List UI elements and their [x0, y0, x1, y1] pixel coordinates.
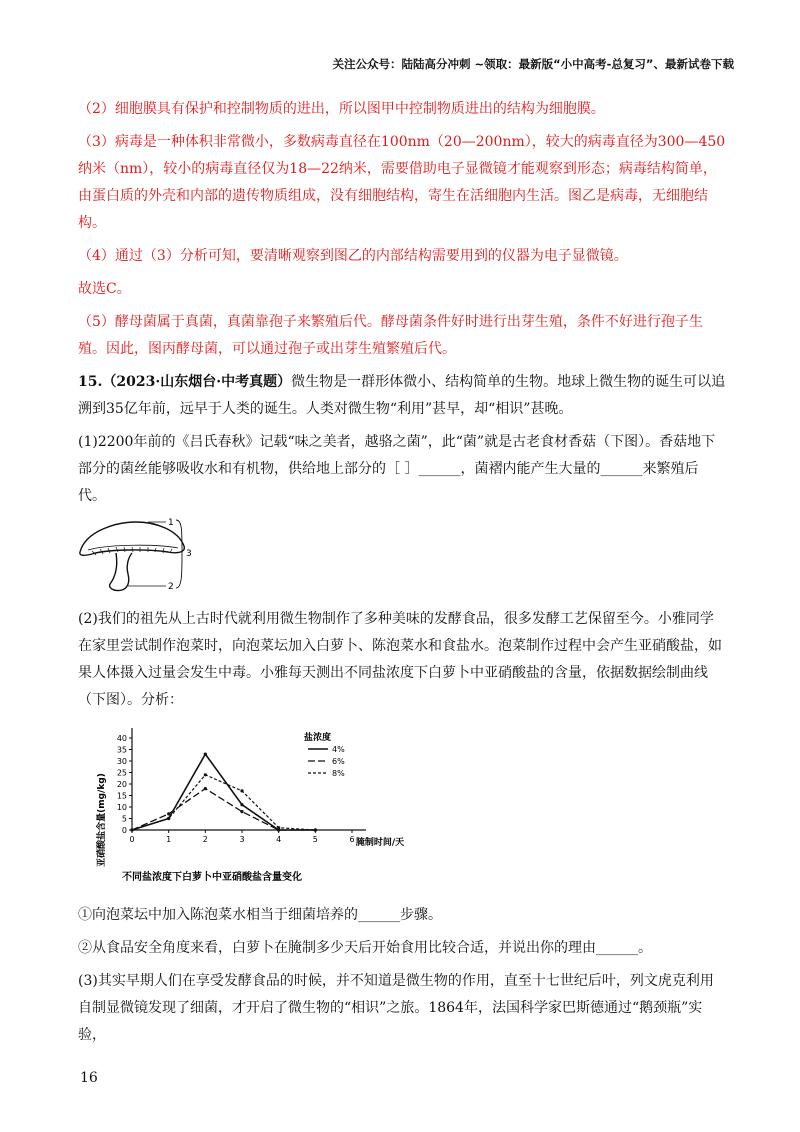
chart-point: [240, 810, 243, 813]
question-15-sub-2: ②从食品安全角度来看，白萝卜在腌制多少天后开始食用比较合适，并说出你的理由______。: [78, 940, 652, 956]
chart-y-axis-label: 亚硝酸盐含量(mg/kg): [97, 773, 107, 867]
chart-x-axis-label: 腌制时间/天: [355, 838, 405, 848]
answer-4: （4）通过（3）分析可知，要清晰观察到图乙的内部结构需要用到的仪器为电子显微镜。: [78, 248, 628, 264]
chart-y-tick-label: 25: [116, 768, 127, 778]
question-15-sub-1: ①向泡菜坛中加入陈泡菜水相当于细菌培养的______步骤。: [78, 907, 442, 923]
question-15-part-2: (2)我们的祖先从上古时代就利用微生物制作了多种美味的发酵食品，很多发酵工艺保留至今。小雅同学在家里尝试制作泡菜时，向泡菜坛加入白萝卜、陈泡菜水和食盐水。泡菜制作过程中会产生亚硝酸盐，如果人体摄入过量会发生中毒。小雅每天测出不同盐浓度下白萝卜中亚硝酸盐的含量，依据数据绘制曲线（下图）。分析：: [78, 611, 722, 708]
chart-x-tick-label: 5: [312, 835, 318, 844]
chart-y-tick-label: 0: [121, 826, 127, 835]
answer-choice: 故选C。: [78, 281, 131, 297]
chart-x-tick-label: 4: [276, 835, 282, 844]
mushroom-label-1: 1: [168, 518, 174, 528]
chart-point: [167, 812, 170, 815]
question-15-intro: [78, 369, 726, 423]
chart-series-line-1: [132, 754, 315, 830]
chart-point: [167, 817, 170, 820]
chart-y-tick-label: 35: [116, 745, 127, 755]
chart-point: [277, 826, 280, 829]
chart-legend-title: 盐浓度: [304, 733, 332, 743]
question-intro-text: 微生物是一群形体微小、结构简单的生物。地球上微生物的诞生可以追溯到35亿年前，远早于人类的诞生。人类对微生物“利用”甚早，却“相识”甚晚。: [78, 374, 726, 417]
chart-x-tick-label: 0: [129, 835, 135, 844]
chart-x-tick-label: 2: [202, 835, 208, 844]
chart-x-tick-label: 3: [239, 835, 245, 844]
chart-title: 不同盐浓度下白萝卜中亚硝酸盐含量变化: [122, 872, 302, 883]
nitrite-chart: [92, 720, 432, 894]
question-number: 15.（2023·山东烟台·中考真题）: [78, 374, 292, 390]
page-content: [78, 96, 726, 1055]
question-15-part-3: (3)其实早期人们在享受发酵食品的时候，并不知道是微生物的作用，直至十七世纪后叶，列文虎克利用自制显微镜发现了细菌，才开启了微生物的“相识”之旅。1864年，法国科学家巴斯德通过“鹅颈瓶”实验，: [78, 973, 714, 1043]
chart-point: [204, 773, 207, 776]
chart-y-tick-label: 40: [116, 734, 127, 743]
chart-point: [204, 753, 207, 756]
page-header: 关注公众号：陆陆高分冲刺 ~领取：最新版“小中高考-总复习”、最新试卷下载: [332, 57, 734, 71]
chart-y-tick-label: 5: [121, 814, 127, 824]
chart-y-tick-label: 20: [116, 780, 127, 789]
mushroom-drawing: [78, 516, 208, 598]
answer-3: （3）病毒是一种体积非常微小，多数病毒直径在100nm（20—200nm），较大的病毒直径为300—450纳米（nm），较小的病毒直径仅为18—22纳米，需要借助电子显微镜才能观察到形态；病毒结构简单，由蛋白质的外壳和内部的遗传物质组成，没有细胞结构，寄生在活细胞内生活。图乙是病毒，无细胞结构。: [78, 134, 726, 231]
page-number: 16: [80, 1070, 98, 1086]
chart-point: [240, 803, 243, 806]
chart-legend-entry-2: 6%: [332, 757, 345, 766]
question-15-part-1: (1)2200年前的《吕氏春秋》记载“味之美者，越骆之菌”，此“菌”就是古老食材香菇（下图）。香菇地下部分的菌丝能够吸收水和有机物，供给地上部分的［ ］______，菌褶内能产生大量的______来繁殖后代。: [78, 434, 716, 504]
chart-point: [130, 828, 133, 831]
chart-legend-entry-1: 4%: [332, 745, 345, 754]
chart-x-tick-label: 6: [349, 835, 355, 844]
chart-y-tick-label: 30: [116, 757, 127, 766]
chart-point: [204, 787, 207, 790]
mushroom-label-3: 3: [186, 549, 192, 559]
chart-legend-entry-3: 8%: [332, 769, 345, 778]
mushroom-label-2: 2: [168, 582, 174, 592]
chart-point: [314, 828, 317, 831]
answer-2: （2）细胞膜具有保护和控制物质的进出，所以图甲中控制物质进出的结构为细胞膜。: [78, 101, 605, 117]
chart-y-tick-label: 10: [116, 803, 127, 812]
chart-series-line-2: [132, 789, 315, 830]
mushroom-figure: [78, 516, 726, 598]
chart-y-tick-label: 15: [116, 791, 127, 801]
nitrite-chart-svg: [92, 720, 432, 894]
answer-5: （5）酵母菌属于真菌，真菌靠孢子来繁殖后代。酵母菌条件好时进行出芽生殖，条件不好进行孢子生殖。因此，图丙酵母菌，可以通过孢子或出芽生殖繁殖后代。: [78, 314, 703, 357]
chart-x-tick-label: 1: [166, 835, 172, 844]
chart-point: [240, 789, 243, 792]
